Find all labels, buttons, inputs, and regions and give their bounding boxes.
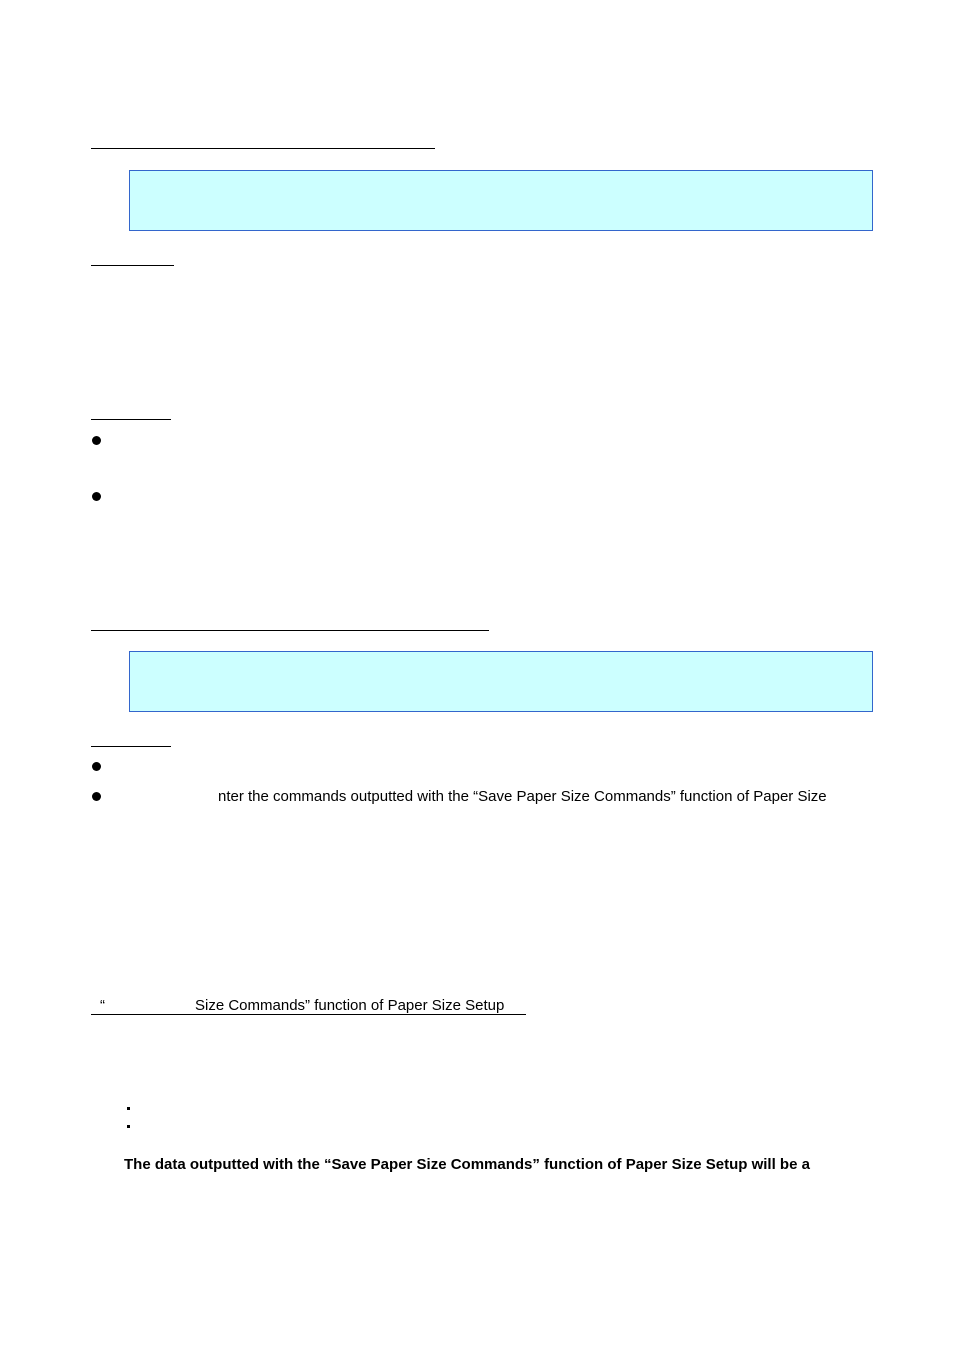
subheading-underline-b — [91, 419, 171, 420]
bullet-2-text: nter the commands outputted with the “Save Paper Size Commands” function of Paper Size — [218, 788, 827, 805]
bullet-icon — [92, 436, 101, 445]
bullet-icon — [92, 762, 101, 771]
section-1-info-box — [129, 170, 873, 231]
bullet-icon — [92, 492, 101, 501]
bullet-icon — [92, 792, 101, 801]
subheading-underline-a — [91, 265, 174, 266]
section-2-info-box — [129, 651, 873, 712]
list-dot-icon — [127, 1107, 130, 1110]
section-2-heading-underline — [91, 630, 489, 631]
section-1-heading-underline — [91, 148, 435, 149]
subheading-underline-c — [91, 746, 171, 747]
note-text: The data outputted with the “Save Paper Size Commands” function of Paper Size Setup will be a — [124, 1156, 810, 1173]
reference-link[interactable]: Size Commands” function of Paper Size Setup — [195, 997, 505, 1014]
reference-open-quote: “ — [100, 997, 105, 1014]
list-dot-icon — [127, 1125, 130, 1128]
